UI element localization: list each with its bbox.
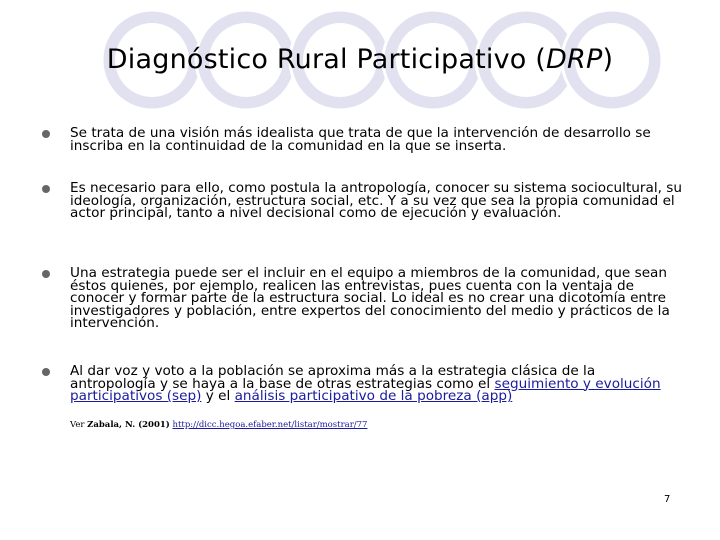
bullet-text: Es necesario para ello, como postula la antropología, conocer su sistema sociocultural, su ideología, organización, estructura social, etc. Y a su vez que sea la propia comunidad el actor principal, tanto a nivel decisional como de ejecución y evaluación.: [70, 180, 682, 221]
bullet-dot-icon: [42, 270, 50, 278]
slide-title-acronym: DRP: [546, 44, 603, 75]
reference-prefix: Ver: [70, 420, 88, 430]
bullet-dot-icon: [42, 130, 50, 138]
slide-title-main: Diagnóstico Rural Participativo (: [106, 44, 547, 75]
page-number: 7: [664, 494, 671, 505]
bullet-text-part: Al dar voz y voto a la población se aproxima más a la estrategia clásica de la antropología y se haya a la base de otras estrategias como el: [70, 363, 596, 392]
bullet-dot-icon: [42, 368, 50, 376]
bullet-text: Una estrategia puede ser el incluir en el equipo a miembros de la comunidad, que sean éstos quienes, por ejemplo, realicen las entrevistas, pues cuenta con la ventaja de conocer y formar parte de la estructura social. Lo ideal es no crear una dicotomía entre investigadores y población, entre expertos del conocimiento del medio y prácticos de la intervención.: [70, 265, 670, 331]
bullet-text-part: y el: [201, 388, 235, 404]
bullet-dot-icon: [42, 185, 50, 193]
reference-url-link[interactable]: http://dicc.hegoa.efaber.net/listar/mostrar/77: [172, 420, 368, 430]
sep-link[interactable]: seguimiento y evolución participativos (sep): [70, 375, 661, 404]
slide-title-close: ): [602, 44, 614, 75]
bullet-text: Se trata de una visión más idealista que trata de que la intervención de desarrollo se inscriba en la continuidad de la comunidad en la que se inserta.: [70, 125, 651, 154]
reference-author: Zabala, N. (2001): [87, 420, 170, 430]
reference-note: [70, 420, 367, 430]
app-link[interactable]: análisis participativo de la pobreza (app): [234, 388, 513, 404]
bullet-text: [70, 365, 682, 403]
slide-title: [0, 44, 720, 75]
